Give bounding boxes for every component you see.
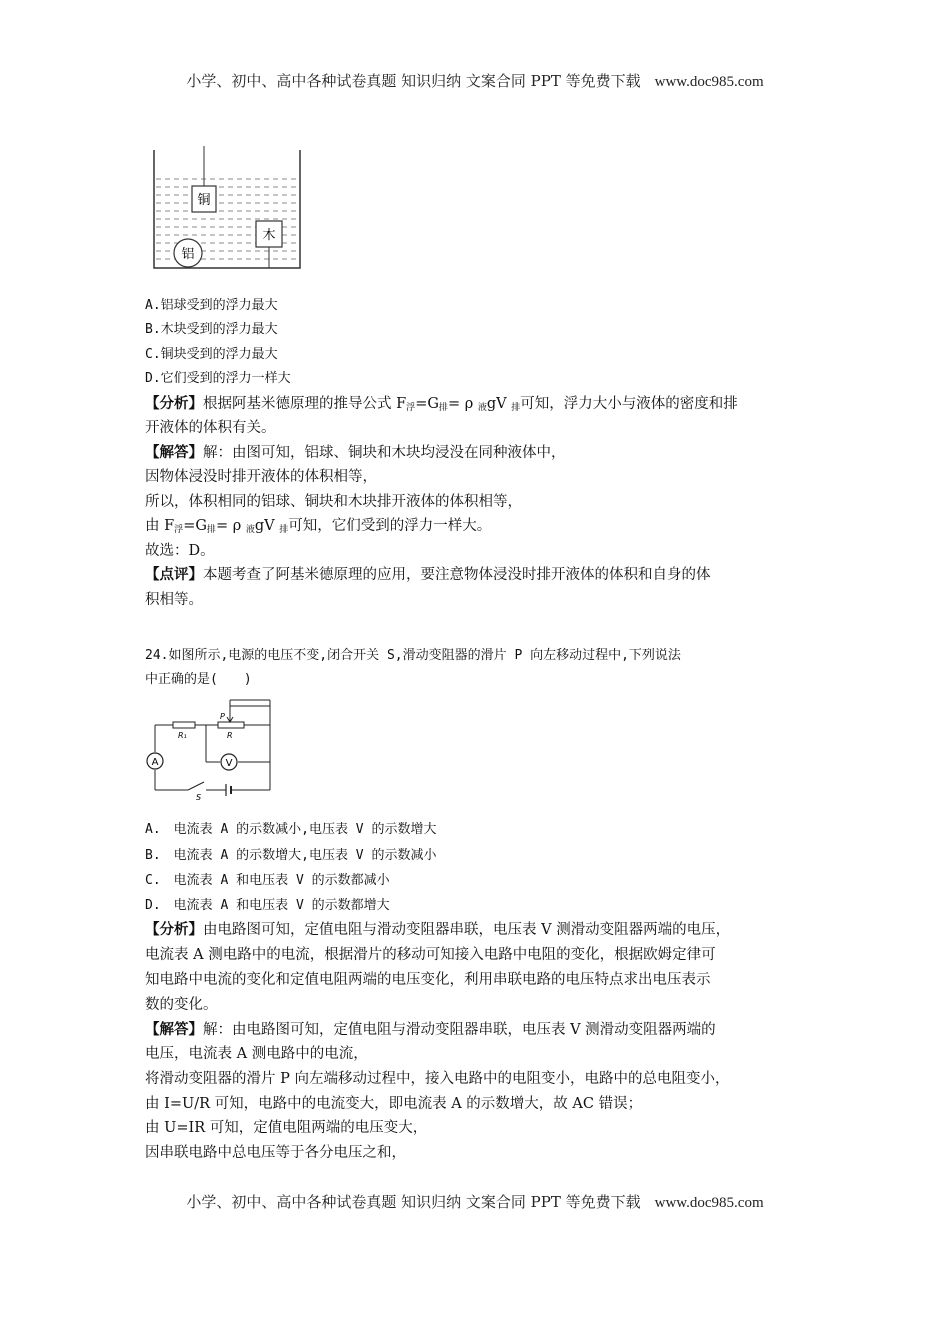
page-header	[0, 70, 950, 91]
q23-analysis-line2: 开液体的体积有关。	[145, 420, 276, 436]
eq-gv-2: gV	[254, 518, 275, 534]
header-text: 小学、初中、高中各种试卷真题 知识归纳 文案合同 PPT 等免费下载	[186, 72, 641, 90]
copper-label: 铜	[197, 193, 211, 208]
eq-g-2: =G	[183, 518, 207, 534]
q23-answer-line4	[145, 516, 491, 540]
q24-analysis-line1: 由电路图可知，定值电阻与滑动变阻器串联，电压表 V 测滑动变阻器两端的电压，	[203, 922, 731, 938]
q23-choose: 故选：D。	[145, 543, 215, 559]
q23-answer-line2: 因物体浸没时排开液体的体积相等，	[145, 469, 377, 485]
q23-option-d: D.它们受到的浮力一样大	[145, 371, 291, 386]
q24-answer-line2: 电压，电流表 A 测电路中的电流，	[145, 1046, 368, 1062]
q24-answer-line3: 将滑动变阻器的滑片 P 向左端移动过程中，接入电路中的电阻变小，电路中的总电阻变小，	[145, 1071, 730, 1087]
footer-text: 小学、初中、高中各种试卷真题 知识归纳 文案合同 PPT 等免费下载	[186, 1193, 641, 1211]
q24-analysis-line4: 数的变化。	[145, 997, 218, 1013]
q24-answer-line1: 解：由电路图可知，定值电阻与滑动变阻器串联，电压表 V 测滑动变阻器两端的	[203, 1022, 716, 1038]
q24-answer	[145, 1020, 716, 1040]
sub-pai: 排	[438, 403, 448, 413]
eq-rho-2: = ρ	[215, 518, 242, 534]
q24-answer-line6: 因串联电路中总电压等于各分电压之和，	[145, 1145, 406, 1161]
q23-analysis	[145, 394, 738, 418]
sub-float-2: 浮	[174, 525, 184, 535]
q23-answer-line3: 所以，体积相同的铝球、铜块和木块排开液体的体积相等，	[145, 494, 522, 510]
eq-g: =G	[415, 396, 439, 412]
q24-analysis-line3: 知电路中电流的变化和定值电阻两端的电压变化，利用串联电路的电压特点求出电压表示	[145, 972, 711, 988]
buoyancy-figure	[148, 146, 304, 274]
q23-option-a: A.铝球受到的浮力最大	[145, 298, 278, 313]
voltmeter-label: V	[225, 758, 233, 769]
sub-float: 浮	[406, 403, 416, 413]
header-site: www.doc985.com	[654, 74, 764, 90]
q23-option-c: C.铜块受到的浮力最大	[145, 347, 278, 362]
q24-stem-line1: 24.如图所示,电源的电压不变,闭合开关 S,滑动变阻器的滑片 P 向左移动过程中,下列说法	[145, 648, 681, 663]
q23-answer-line4-a: 由 F	[145, 518, 175, 534]
q24-option-c: C. 电流表 A 和电压表 V 的示数都减小	[145, 873, 390, 888]
q23-analysis-tag: 【分析】	[145, 395, 203, 412]
q24-option-d: D. 电流表 A 和电压表 V 的示数都增大	[145, 898, 390, 913]
q24-analysis-line2: 电流表 A 测电路中的电流，根据滑片的移动可知接入电路中电阻的变化，根据欧姆定律可	[145, 947, 716, 963]
ammeter-label: A	[151, 757, 159, 768]
eq-rho: = ρ	[447, 396, 474, 412]
page-footer	[0, 1191, 950, 1212]
q24-option-a: A. 电流表 A 的示数减小,电压表 V 的示数增大	[145, 822, 437, 837]
rheostat-r	[218, 722, 244, 728]
q24-option-b: B. 电流表 A 的示数增大,电压表 V 的示数减小	[145, 848, 437, 863]
r-label: R	[227, 731, 233, 740]
q23-answer-line4-b: 可知，它们受到的浮力一样大。	[288, 518, 492, 534]
q23-comment-line2: 积相等。	[145, 592, 203, 608]
q24-answer-line4: 由 I=U/R 可知，电路中的电流变大，即电流表 A 的示数增大，故 AC 错误；	[145, 1096, 643, 1112]
q23-analysis-text-a: 根据阿基米德原理的推导公式 F	[203, 396, 407, 412]
q23-comment-line1: 本题考查了阿基米德原理的应用，要注意物体浸没时排开液体的体积和自身的体	[203, 567, 711, 583]
q24-answer-line5: 由 U=IR 可知，定值电阻两端的电压变大，	[145, 1120, 428, 1136]
q23-answer-tag: 【解答】	[145, 444, 203, 461]
slider-label: P	[220, 712, 225, 721]
q24-answer-tag: 【解答】	[145, 1021, 203, 1038]
switch-label: S	[196, 793, 202, 802]
sub-ye-2: 液	[245, 525, 255, 535]
q24-analysis	[145, 920, 730, 940]
q23-comment-tag: 【点评】	[145, 566, 203, 583]
q23-comment	[145, 565, 711, 585]
sub-ye: 液	[477, 403, 487, 413]
footer-site: www.doc985.com	[654, 1195, 764, 1211]
q24-stem-line2: 中正确的是( )	[145, 672, 252, 687]
wood-label: 木	[262, 228, 276, 243]
q24-analysis-tag: 【分析】	[145, 921, 203, 938]
resistor-r1	[173, 722, 195, 728]
eq-gv: gV	[486, 396, 507, 412]
sub-pai-2: 排	[511, 403, 521, 413]
circuit-figure	[140, 694, 280, 802]
q23-answer-line1: 解：由图可知，铝球、铜块和木块均浸没在同种液体中，	[203, 445, 566, 461]
q23-answer	[145, 443, 566, 463]
sub-pai-3: 排	[206, 525, 216, 535]
q23-analysis-text-b: 可知，浮力大小与液体的密度和排	[520, 396, 738, 412]
sub-pai-4: 排	[279, 525, 289, 535]
aluminum-label: 铝	[181, 247, 195, 262]
q23-option-b: B.木块受到的浮力最大	[145, 322, 278, 337]
r1-label: R₁	[178, 731, 187, 740]
